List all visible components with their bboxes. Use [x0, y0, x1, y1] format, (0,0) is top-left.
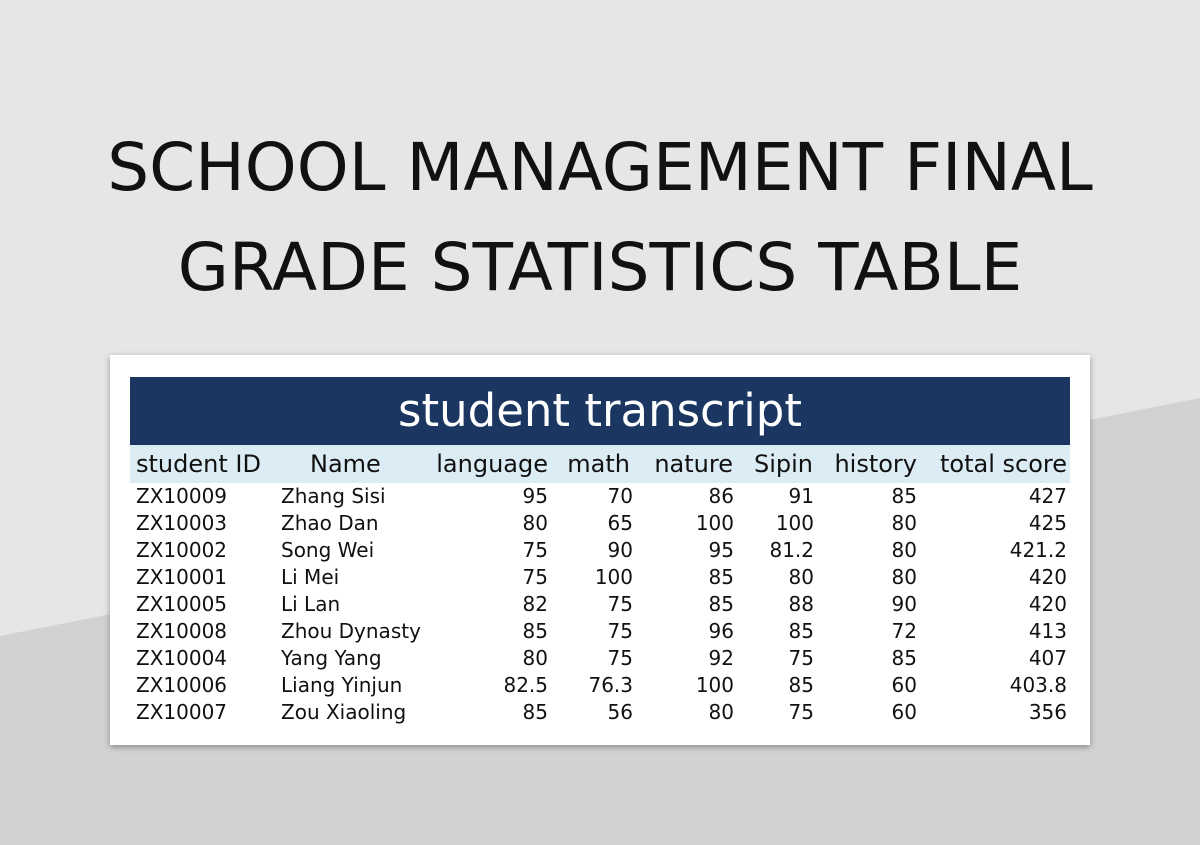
table-row — [130, 483, 1070, 510]
cell-sipin: 85 — [788, 619, 814, 643]
table-row — [130, 618, 1070, 645]
table-row — [130, 699, 1070, 726]
table-row — [130, 537, 1070, 564]
cell-student-id: ZX10009 — [136, 484, 228, 508]
column-header-math: math — [567, 450, 630, 478]
cell-history: 72 — [891, 619, 917, 643]
cell-language: 80 — [522, 511, 548, 535]
cell-nature: 96 — [708, 619, 734, 643]
cell-math: 75 — [607, 619, 633, 643]
cell-student-id: ZX10006 — [136, 673, 228, 697]
cell-total-score: 421.2 — [1009, 538, 1067, 562]
cell-nature: 100 — [695, 511, 734, 535]
cell-sipin: 100 — [775, 511, 814, 535]
cell-total-score: 407 — [1028, 646, 1067, 670]
table-row — [130, 672, 1070, 699]
cell-total-score: 356 — [1028, 700, 1067, 724]
cell-history: 80 — [891, 538, 917, 562]
page-title-line-1: SCHOOL MANAGEMENT FINAL — [107, 129, 1093, 206]
cell-nature: 85 — [708, 592, 734, 616]
cell-nature: 80 — [708, 700, 734, 724]
cell-student-id: ZX10003 — [136, 511, 228, 535]
cell-language: 82 — [522, 592, 548, 616]
page-title-line-2: GRADE STATISTICS TABLE — [177, 229, 1023, 306]
cell-history: 80 — [891, 565, 917, 589]
column-header-nature: nature — [654, 450, 733, 478]
cell-total-score: 420 — [1028, 592, 1067, 616]
cell-name: Zhao Dan — [281, 511, 379, 535]
cell-sipin: 80 — [788, 565, 814, 589]
column-header-total-score: total score — [940, 450, 1067, 478]
cell-math: 70 — [607, 484, 633, 508]
cell-name: Zhou Dynasty — [281, 619, 421, 643]
cell-nature: 100 — [695, 673, 734, 697]
cell-nature: 92 — [708, 646, 734, 670]
column-header-student-id: student ID — [136, 450, 261, 478]
cell-student-id: ZX10001 — [136, 565, 228, 589]
table-row — [130, 510, 1070, 537]
cell-total-score: 427 — [1028, 484, 1067, 508]
table-header-row — [130, 445, 1070, 483]
table-row — [130, 591, 1070, 618]
transcript-card — [110, 355, 1090, 745]
cell-history: 85 — [891, 484, 917, 508]
cell-name: Zhang Sisi — [281, 484, 386, 508]
cell-student-id: ZX10008 — [136, 619, 228, 643]
cell-student-id: ZX10004 — [136, 646, 228, 670]
cell-math: 65 — [607, 511, 633, 535]
cell-language: 82.5 — [503, 673, 548, 697]
cell-nature: 85 — [708, 565, 734, 589]
cell-name: Yang Yang — [281, 646, 382, 670]
cell-language: 95 — [522, 484, 548, 508]
cell-sipin: 91 — [788, 484, 814, 508]
table-row — [130, 564, 1070, 591]
cell-total-score: 403.8 — [1009, 673, 1067, 697]
cell-language: 80 — [522, 646, 548, 670]
cell-sipin: 85 — [788, 673, 814, 697]
cell-sipin: 81.2 — [769, 538, 814, 562]
cell-math: 100 — [594, 565, 633, 589]
cell-name: Li Mei — [281, 565, 340, 589]
cell-nature: 86 — [708, 484, 734, 508]
cell-student-id: ZX10007 — [136, 700, 228, 724]
column-header-language: language — [436, 450, 548, 478]
cell-total-score: 413 — [1028, 619, 1067, 643]
cell-history: 80 — [891, 511, 917, 535]
cell-language: 85 — [522, 700, 548, 724]
cell-history: 90 — [891, 592, 917, 616]
cell-math: 75 — [607, 592, 633, 616]
cell-total-score: 425 — [1028, 511, 1067, 535]
cell-name: Li Lan — [281, 592, 341, 616]
cell-name: Liang Yinjun — [281, 673, 403, 697]
cell-math: 56 — [607, 700, 633, 724]
cell-language: 75 — [522, 538, 548, 562]
cell-student-id: ZX10005 — [136, 592, 228, 616]
cell-language: 85 — [522, 619, 548, 643]
cell-math: 75 — [607, 646, 633, 670]
table-body — [130, 483, 1070, 726]
cell-student-id: ZX10002 — [136, 538, 228, 562]
cell-history: 60 — [891, 673, 917, 697]
column-header-name: Name — [310, 450, 381, 478]
page-title — [0, 118, 1200, 318]
cell-name: Song Wei — [281, 538, 375, 562]
column-header-history: history — [834, 450, 917, 478]
table-banner: student transcript — [130, 377, 1070, 445]
cell-history: 60 — [891, 700, 917, 724]
column-header-sipin: Sipin — [753, 450, 813, 478]
cell-history: 85 — [891, 646, 917, 670]
cell-nature: 95 — [708, 538, 734, 562]
cell-sipin: 75 — [788, 700, 814, 724]
cell-name: Zou Xiaoling — [281, 700, 407, 724]
cell-language: 75 — [522, 565, 548, 589]
cell-sipin: 88 — [788, 592, 814, 616]
table-row — [130, 645, 1070, 672]
cell-total-score: 420 — [1028, 565, 1067, 589]
cell-math: 90 — [607, 538, 633, 562]
cell-math: 76.3 — [588, 673, 633, 697]
cell-sipin: 75 — [788, 646, 814, 670]
